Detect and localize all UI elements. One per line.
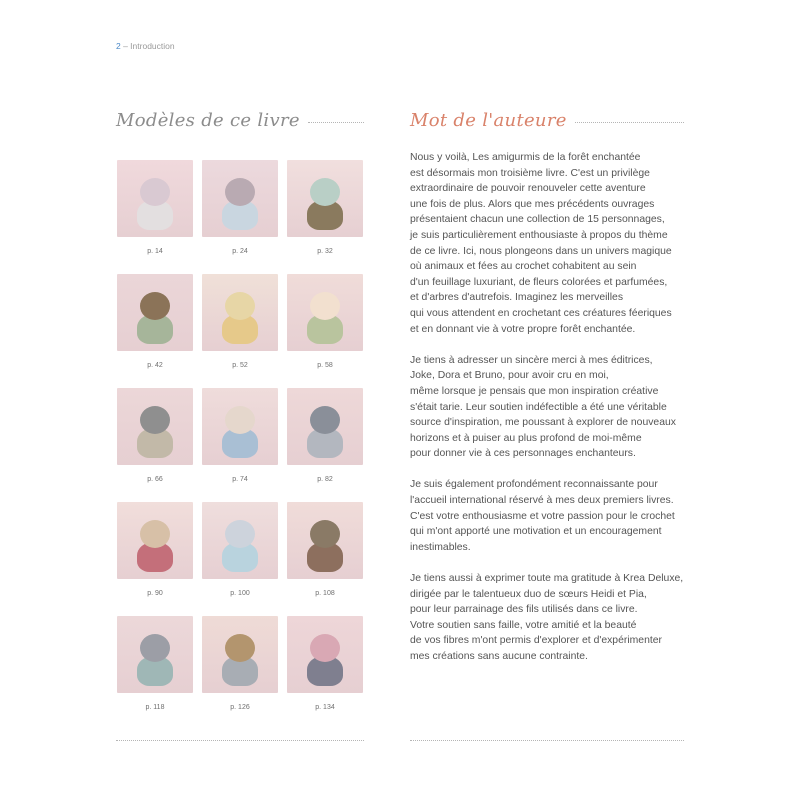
doll-head-shape [310, 406, 340, 434]
model-page-ref: p. 100 [230, 590, 250, 597]
model-photo [117, 160, 193, 237]
model-page-ref: p. 32 [317, 248, 333, 255]
page-header [116, 41, 175, 51]
model-page-ref: p. 126 [230, 704, 250, 711]
doll-head-shape [225, 178, 255, 206]
model-photo [117, 502, 193, 579]
doll-head-shape [140, 520, 170, 548]
model-photo [117, 274, 193, 351]
doll-head-shape [310, 292, 340, 320]
model-photo [202, 388, 278, 465]
model-item [286, 388, 364, 488]
models-grid [116, 160, 366, 716]
doll-head-shape [225, 292, 255, 320]
model-item [286, 160, 364, 260]
model-item [116, 502, 194, 602]
model-page-ref: p. 14 [147, 248, 163, 255]
model-page-ref: p. 82 [317, 476, 333, 483]
doll-head-shape [140, 178, 170, 206]
author-paragraph: Je suis également profondément reconnaissante pour l'accueil international réservé à mes deux premiers livres. C'est votre enthousiasme et votre passion pour le crochet qui m'ont apporté une motivation et un encouragement inestimables. [410, 479, 675, 553]
model-page-ref: p. 134 [315, 704, 335, 711]
model-photo [202, 160, 278, 237]
model-photo [117, 616, 193, 693]
author-title-text: Mot de l'auteure [410, 110, 567, 131]
doll-head-shape [140, 634, 170, 662]
model-item [201, 388, 279, 488]
model-photo [202, 616, 278, 693]
model-item [116, 160, 194, 260]
model-photo [287, 274, 363, 351]
model-page-ref: p. 108 [315, 590, 335, 597]
model-photo [202, 274, 278, 351]
model-photo [287, 160, 363, 237]
model-page-ref: p. 42 [147, 362, 163, 369]
model-item [286, 502, 364, 602]
doll-head-shape [140, 406, 170, 434]
model-item [201, 616, 279, 716]
doll-head-shape [225, 406, 255, 434]
author-paragraph: Nous y voilà, Les amigurmis de la forêt enchantée est désormais mon troisième livre. C'est un privilège extraordinaire de pouvoir renouveler cette aventure une fois de plus. Alors que mes précédents ouvrages présentaient chacun une collection de 15 personnages, je suis particulièrement enthousiaste à propos du thème de ce livre. Ici, nous plongeons dans un univers magique où animaux et fées au crochet cohabitent au sein d'un feuillage luxuriant, de fleurs colorées et parfumées, et d'arbres d'autrefois. Imaginez les merveilles qui vous attendent en crochetant ces créatures féeriques et en donnant vie à votre propre forêt enchantée. [410, 152, 672, 335]
doll-head-shape [225, 520, 255, 548]
model-item [116, 616, 194, 716]
model-item [201, 274, 279, 374]
author-text [410, 150, 690, 680]
model-item [201, 502, 279, 602]
model-item [201, 160, 279, 260]
model-item [286, 274, 364, 374]
model-photo [287, 616, 363, 693]
model-page-ref: p. 52 [232, 362, 248, 369]
doll-head-shape [310, 178, 340, 206]
model-page-ref: p. 66 [147, 476, 163, 483]
doll-head-shape [310, 634, 340, 662]
title-divider [575, 122, 684, 123]
author-section-title [410, 110, 684, 131]
model-photo [117, 388, 193, 465]
model-page-ref: p. 74 [232, 476, 248, 483]
model-page-ref: p. 58 [317, 362, 333, 369]
model-photo [287, 502, 363, 579]
author-paragraph: Je tiens à adresser un sincère merci à mes éditrices, Joke, Dora et Bruno, pour avoir cru en moi, même lorsque je pensais que mon inspiration créative s'était tarie. Leur soutien indéfectible a été une véritable source d'inspiration, me poussant à explorer de nouveaux horizons et à puiser au plus profond de moi-même pour donner vie à ces personnages enchanteurs. [410, 354, 676, 460]
model-photo [287, 388, 363, 465]
doll-head-shape [225, 634, 255, 662]
model-item [116, 388, 194, 488]
model-item [116, 274, 194, 374]
section-name: – Introduction [120, 41, 175, 51]
bottom-divider-right [410, 740, 684, 741]
title-divider [308, 122, 364, 123]
model-item [286, 616, 364, 716]
models-title-text: Modèles de ce livre [116, 110, 300, 131]
doll-head-shape [310, 520, 340, 548]
model-photo [202, 502, 278, 579]
model-page-ref: p. 24 [232, 248, 248, 255]
bottom-divider-left [116, 740, 364, 741]
model-page-ref: p. 90 [147, 590, 163, 597]
page-number: 2 [116, 41, 121, 51]
doll-head-shape [140, 292, 170, 320]
models-section-title [116, 110, 364, 131]
author-paragraph: Je tiens aussi à exprimer toute ma gratitude à Krea Deluxe, dirigée par le talentueux duo de sœurs Heidi et Pia, pour leur parrainage des fils utilisés dans ce livre. Votre soutien sans faille, votre amitié et la beauté de vos fibres m'ont permis d'explorer et d'expérimenter mes créations sans aucune contrainte. [410, 573, 684, 662]
model-page-ref: p. 118 [145, 704, 165, 711]
